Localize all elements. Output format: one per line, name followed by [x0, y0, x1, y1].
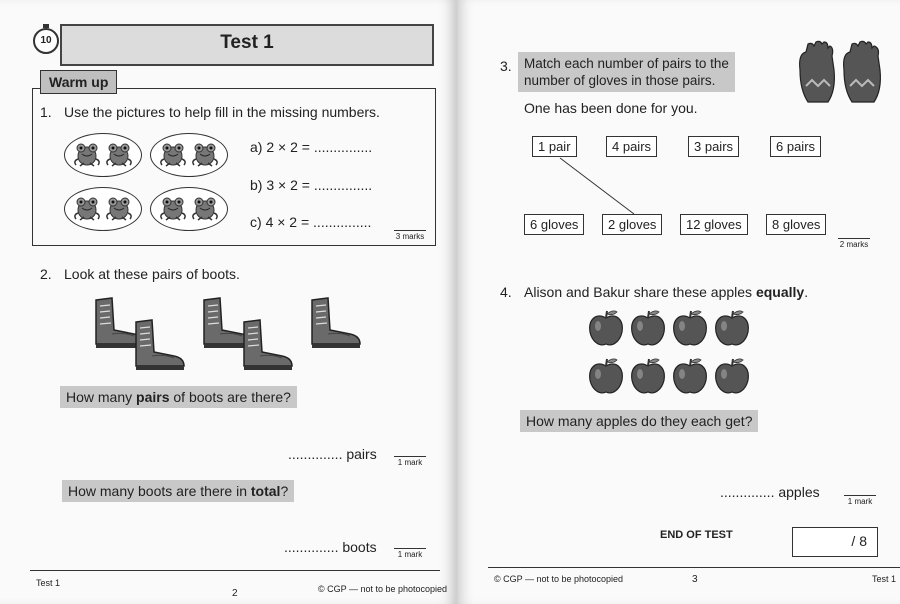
q4-text-bold: equally — [755, 284, 805, 300]
q3-text-line2: number of gloves in those pairs. — [524, 73, 716, 88]
q4-question: How many apples do they each get? — [520, 410, 758, 432]
q2-total-question — [62, 480, 294, 502]
left-footer-test: Test 1 — [36, 578, 61, 588]
q2-pairs-blank[interactable]: .............. — [288, 446, 343, 462]
frog-icon — [72, 195, 102, 223]
q2-pairs-unit: pairs — [346, 446, 377, 462]
boot-icon — [306, 290, 366, 350]
q1a-label: a) — [250, 139, 263, 155]
q4-text-post: . — [804, 284, 809, 300]
gloves-icon — [796, 40, 886, 108]
glove-box-2[interactable]: 2 gloves — [602, 214, 662, 235]
left-footer-copyright: © CGP — not to be photocopied — [318, 584, 448, 594]
q3-marks: 2 marks — [839, 240, 869, 249]
apple-icon — [586, 308, 626, 348]
q2-pairs-marks: 1 mark — [394, 456, 426, 467]
q2-pairs-question-pre: How many — [66, 389, 137, 405]
q1a-equation: 2 × 2 = — [266, 139, 314, 155]
glove-box-12[interactable]: 12 gloves — [680, 214, 748, 235]
q3-hint: One has been done for you. — [524, 100, 698, 116]
q2-total-question-bold: total — [250, 483, 281, 499]
frog-icon — [190, 195, 220, 223]
q3-text — [518, 52, 735, 92]
timer-icon: 10 — [33, 28, 59, 54]
q2-pairs-question-bold: pairs — [136, 389, 170, 405]
q1-text: Use the pictures to help fill in the missing numbers. — [64, 104, 380, 120]
glove-box-8[interactable]: 8 gloves — [766, 214, 826, 235]
end-of-test: END OF TEST — [660, 529, 733, 541]
q4-answer-unit: apples — [778, 484, 820, 500]
boot-icon — [238, 312, 298, 372]
frog-group — [64, 133, 142, 177]
frog-icon — [190, 141, 220, 169]
q1c-label: c) — [250, 214, 262, 230]
test-title-bar — [60, 24, 434, 66]
q2-text: Look at these pairs of boots. — [64, 266, 240, 282]
pair-box-6[interactable]: 6 pairs — [770, 136, 821, 157]
q4-marks: 1 mark — [844, 495, 876, 506]
q3-text-line1: Match each number of pairs to the — [524, 56, 729, 71]
q1a-answer-blank[interactable]: ............... — [313, 139, 373, 155]
q2-boots-answer — [284, 539, 377, 555]
frog-icon — [158, 195, 188, 223]
frog-group — [150, 133, 228, 177]
right-footer-test: Test 1 — [872, 574, 897, 584]
q1c-equation: 4 × 2 = — [265, 214, 314, 230]
q2-boots-unit: boots — [342, 539, 377, 555]
warm-up-label: Warm up — [40, 70, 117, 94]
q2-pairs-question-post: of boots are there? — [169, 389, 291, 405]
pair-box-1[interactable]: 1 pair — [532, 136, 577, 157]
pair-box-4[interactable]: 4 pairs — [606, 136, 657, 157]
q1b-answer-blank[interactable]: ............... — [313, 177, 373, 193]
frog-group — [64, 187, 142, 231]
apple-icon — [628, 308, 668, 348]
q1c-answer-blank[interactable]: ............... — [313, 214, 372, 230]
right-footer-rule — [488, 567, 900, 568]
apple-icon — [670, 356, 710, 396]
q1-marks: 3 marks — [395, 232, 425, 241]
apple-icon — [670, 308, 710, 348]
q2-pairs-question — [60, 386, 297, 408]
q1b — [250, 177, 372, 193]
q4-answer — [720, 484, 820, 500]
q1a — [250, 139, 372, 155]
q1b-equation: 3 × 2 = — [266, 177, 314, 193]
apple-icon — [712, 308, 752, 348]
q1b-label: b) — [250, 177, 263, 193]
q1-number: 1. — [40, 104, 52, 120]
q2-number: 2. — [40, 266, 52, 282]
frog-icon — [104, 195, 134, 223]
q2-boots-marks: 1 mark — [394, 548, 426, 559]
frog-icon — [72, 141, 102, 169]
apple-icon — [628, 356, 668, 396]
apple-icon — [586, 356, 626, 396]
left-footer-rule — [30, 570, 440, 571]
right-page — [458, 0, 900, 604]
glove-box-6[interactable]: 6 gloves — [524, 214, 584, 235]
pair-box-3[interactable]: 3 pairs — [688, 136, 739, 157]
boot-icon — [130, 312, 190, 372]
right-footer-copyright: © CGP — not to be photocopied — [494, 574, 624, 584]
right-page-number: 3 — [692, 574, 698, 585]
left-page-number: 2 — [232, 588, 238, 599]
total-score-box: / 8 — [792, 527, 878, 557]
q2-total-question-pre: How many boots are there in — [68, 483, 251, 499]
apple-icon — [712, 356, 752, 396]
frog-group — [150, 187, 228, 231]
q3-number: 3. — [500, 58, 512, 74]
q2-total-question-post: ? — [280, 483, 289, 499]
frog-icon — [104, 141, 134, 169]
q4-answer-blank[interactable]: .............. — [720, 484, 775, 500]
q4-text — [524, 284, 808, 300]
q1c — [250, 214, 371, 230]
test-title: Test 1 — [220, 32, 274, 53]
q2-pairs-answer — [288, 446, 377, 462]
q2-boots-blank[interactable]: .............. — [284, 539, 339, 555]
frog-icon — [158, 141, 188, 169]
q4-number: 4. — [500, 284, 512, 300]
q4-text-pre: Alison and Bakur share these apples — [524, 284, 756, 300]
